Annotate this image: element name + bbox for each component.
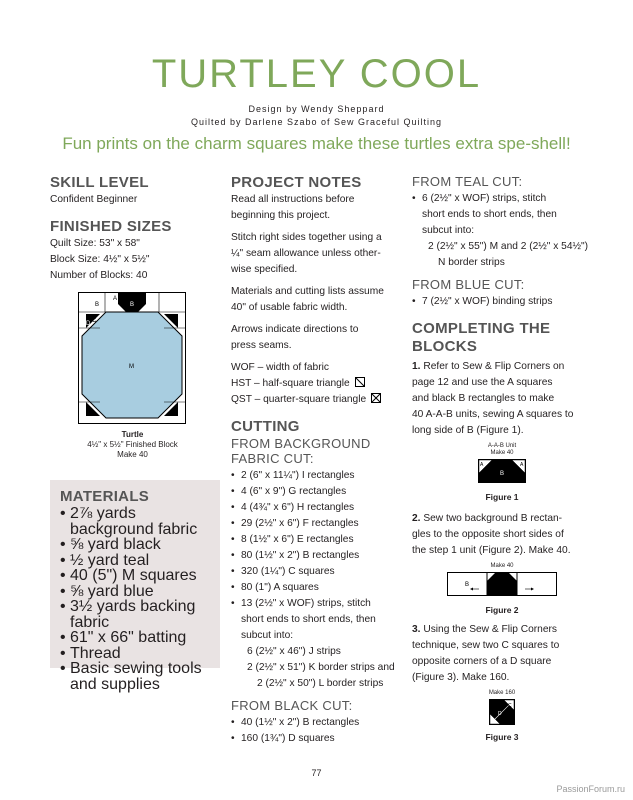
step-2-text: Sew two background B rectan- bbox=[423, 513, 563, 524]
label-c: C bbox=[92, 318, 97, 324]
cut-item-cont: subcut into: bbox=[422, 225, 475, 236]
fig3-label-d: D bbox=[498, 711, 502, 717]
hst-icon bbox=[355, 377, 365, 387]
column-right bbox=[412, 174, 592, 745]
note-line: ¼" seam allowance unless other- bbox=[231, 248, 381, 259]
step-1-text: long side of B (Figure 1). bbox=[412, 425, 524, 436]
cut-item-cont: subcut into: bbox=[241, 630, 294, 641]
cutting-heading: CUTTING bbox=[231, 418, 300, 435]
fig1-label-b: B bbox=[500, 471, 505, 477]
skill-level-value: Confident Beginner bbox=[50, 194, 138, 205]
background-cut-heading: FROM BACKGROUND bbox=[231, 436, 371, 451]
cut-item-cont: short ends to short ends, then bbox=[422, 209, 557, 220]
note-line: press seams. bbox=[231, 340, 292, 351]
quilter-credit: Quilted by Darlene Szabo of Sew Graceful Quilting bbox=[190, 117, 443, 127]
note-line: Stitch right sides together using a bbox=[231, 232, 382, 243]
teal-cut-heading: FROM TEAL CUT: bbox=[412, 174, 523, 189]
figure-2-label: Figure 2 bbox=[485, 605, 519, 615]
black-cut-list bbox=[231, 715, 401, 747]
step-1-number: 1. bbox=[412, 361, 421, 372]
materials-item-cont: and supplies bbox=[70, 675, 160, 693]
qst-icon bbox=[371, 393, 381, 403]
figure-1-diagram bbox=[478, 459, 526, 483]
cut-item: • 320 (1¼") C squares bbox=[231, 564, 401, 580]
step-2-text: the step 1 unit (Figure 2). Make 40. bbox=[412, 545, 571, 556]
block-count: Number of Blocks: 40 bbox=[50, 270, 148, 281]
hst-definition bbox=[231, 376, 401, 392]
subcut-item: 6 (2½" x 46") J strips bbox=[247, 646, 341, 657]
materials-box bbox=[50, 480, 220, 693]
subcut-item: 2 (2½" x 55") M and 2 (2½" x 54½") bbox=[428, 241, 588, 252]
cut-item: • 80 (1") A squares bbox=[231, 580, 401, 596]
quilt-size: Quilt Size: 53" x 58" bbox=[50, 238, 140, 249]
subcut-item: 2 (2½" x 50") L border strips bbox=[257, 678, 384, 689]
step-3-number: 3. bbox=[412, 624, 421, 635]
step-3-text: Using the Sew & Flip Corners bbox=[423, 624, 557, 635]
figure-2-diagram bbox=[447, 572, 557, 596]
completing-heading: COMPLETING THE bbox=[412, 320, 551, 337]
column-left bbox=[50, 174, 215, 460]
cut-item: • 160 (1¾") D squares bbox=[231, 731, 401, 747]
project-notes-heading: PROJECT NOTES bbox=[231, 174, 362, 191]
label-b-head: B bbox=[130, 302, 135, 308]
pattern-title: TURTLEY COOL bbox=[151, 52, 482, 96]
label-d: D bbox=[86, 321, 91, 327]
background-cut-heading-2: FABRIC CUT: bbox=[231, 451, 314, 466]
figure-3-make: Make 160 bbox=[488, 690, 516, 696]
note-line: Materials and cutting lists assume bbox=[231, 286, 384, 297]
step-1-text: and black B rectangles to make bbox=[412, 393, 555, 404]
step-3-line bbox=[412, 622, 592, 638]
materials-item: • Basic sewing tools bbox=[60, 661, 210, 677]
materials-item: • 40 (5") M squares bbox=[60, 568, 210, 584]
note-line: Read all instructions before bbox=[231, 194, 355, 205]
qst-text: QST – quarter-square triangle bbox=[231, 394, 367, 405]
qst-definition bbox=[231, 392, 401, 408]
label-a: A bbox=[113, 296, 118, 302]
cut-item: • 4 (4¾" x 6") H rectangles bbox=[231, 500, 401, 516]
block-caption-make: Make 40 bbox=[117, 450, 148, 459]
blue-cut-heading: FROM BLUE CUT: bbox=[412, 277, 525, 292]
cut-item-cont: short ends to short ends, then bbox=[241, 614, 376, 625]
materials-item: • ½ yard teal bbox=[60, 553, 210, 569]
fig1-label-a-left: A bbox=[480, 462, 484, 468]
tagline: Fun prints on the charm squares make these turtles extra spe-shell! bbox=[62, 134, 571, 153]
column-middle bbox=[231, 174, 401, 747]
materials-item: • 3½ yards backing fabric bbox=[60, 599, 210, 630]
fig3-label-c: C bbox=[508, 703, 512, 709]
figure-3-diagram bbox=[489, 699, 515, 725]
background-cut-list bbox=[231, 468, 401, 612]
turtle-block-diagram bbox=[78, 292, 186, 424]
step-2-number: 2. bbox=[412, 513, 421, 524]
materials-item: • Thread bbox=[60, 646, 210, 662]
skill-level-heading: SKILL LEVEL bbox=[50, 174, 149, 191]
note-line: beginning this project. bbox=[231, 210, 331, 221]
materials-item: • 61" x 66" batting bbox=[60, 630, 210, 646]
figure-2-make: Make 40 bbox=[490, 563, 514, 569]
step-3-text: technique, sew two C squares to bbox=[412, 640, 560, 651]
blue-cut-list bbox=[412, 294, 592, 310]
figure-3-label: Figure 3 bbox=[485, 732, 519, 742]
note-line: Arrows indicate directions to bbox=[231, 324, 359, 335]
figure-1-label: Figure 1 bbox=[485, 492, 519, 502]
cut-item: • 29 (2½" x 6") F rectangles bbox=[231, 516, 401, 532]
subcut-item: N border strips bbox=[438, 257, 505, 268]
figure-1-title: A-A-B Unit bbox=[487, 443, 517, 449]
step-1-text: 40 A-A-B units, sewing A squares to bbox=[412, 409, 574, 420]
materials-item: • ⅝ yard black bbox=[60, 537, 210, 553]
label-b-left: B bbox=[95, 302, 100, 308]
note-line: wise specified. bbox=[231, 264, 298, 275]
step-3-text: (Figure 3). Make 160. bbox=[412, 672, 510, 683]
figure-1-make: Make 40 bbox=[490, 450, 514, 456]
step-1-text: page 12 and use the A squares bbox=[412, 377, 553, 388]
block-size: Block Size: 4½" x 5½" bbox=[50, 254, 150, 265]
materials-item: • ⅝ yard blue bbox=[60, 584, 210, 600]
block-caption-size: 4½" x 5½" Finished Block bbox=[87, 440, 178, 449]
cut-item: • 13 (2½" x WOF) strips, stitch bbox=[231, 596, 401, 612]
teal-cut-list bbox=[412, 191, 592, 207]
cut-item: • 4 (6" x 9") G rectangles bbox=[231, 484, 401, 500]
step-3-text: opposite corners of a D square bbox=[412, 656, 552, 667]
fig2-label-b: B bbox=[465, 582, 470, 588]
page-number: 77 bbox=[311, 768, 322, 778]
cut-item: • 6 (2½" x WOF) strips, stitch bbox=[412, 191, 592, 207]
wof-definition: WOF – width of fabric bbox=[231, 362, 329, 373]
black-cut-heading: FROM BLACK CUT: bbox=[231, 698, 353, 713]
designer-credit: Design by Wendy Sheppard bbox=[248, 104, 385, 114]
fig1-label-a-right: A bbox=[520, 462, 524, 468]
hst-text: HST – half-square triangle bbox=[231, 378, 350, 389]
label-m: M bbox=[129, 364, 134, 370]
cut-item: • 8 (1½" x 6") E rectangles bbox=[231, 532, 401, 548]
finished-sizes-heading: FINISHED SIZES bbox=[50, 218, 172, 235]
materials-heading: MATERIALS bbox=[60, 488, 150, 505]
completing-heading-2: BLOCKS bbox=[412, 338, 478, 355]
step-1-line bbox=[412, 359, 592, 375]
subcut-item: 2 (2½" x 51") K border strips and bbox=[247, 662, 395, 673]
materials-list bbox=[60, 506, 210, 677]
cut-item: • 2 (6" x 11¼") I rectangles bbox=[231, 468, 401, 484]
step-1-text: Refer to Sew & Flip Corners on bbox=[423, 361, 565, 372]
note-line: 40" of usable fabric width. bbox=[231, 302, 348, 313]
cut-item: • 80 (1½" x 2") B rectangles bbox=[231, 548, 401, 564]
step-2-line bbox=[412, 511, 592, 527]
cut-item: • 40 (1½" x 2") B rectangles bbox=[231, 715, 401, 731]
materials-item: • 2⅞ yards background fabric bbox=[60, 506, 210, 537]
cut-item: • 7 (2½" x WOF) binding strips bbox=[412, 294, 592, 310]
step-2-text: gles to the opposite short sides of bbox=[412, 529, 564, 540]
block-caption-title: Turtle bbox=[121, 430, 144, 439]
watermark: PassionForum.ru bbox=[556, 784, 625, 794]
